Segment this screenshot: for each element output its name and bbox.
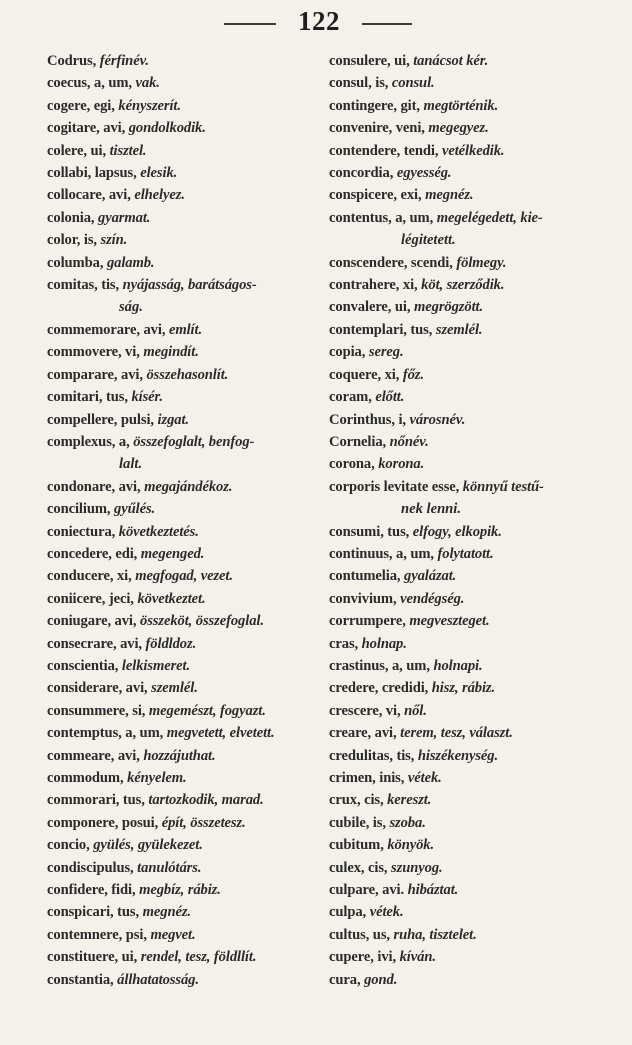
- hungarian-meaning: megelégedett, kie-: [436, 209, 543, 226]
- dictionary-entry: [329, 50, 619, 72]
- hungarian-meaning: megveszteget.: [409, 613, 490, 630]
- hungarian-meaning: megemészt, fogyazt.: [148, 702, 266, 719]
- latin-term: commovere, vi,: [47, 344, 140, 361]
- dictionary-entry: [329, 745, 619, 767]
- latin-term: conspicari, tus,: [47, 904, 140, 921]
- dictionary-entry: [47, 364, 322, 386]
- latin-term: coniectura,: [47, 523, 116, 540]
- latin-term: condiscipulus,: [47, 859, 134, 876]
- hungarian-meaning: galamb.: [106, 254, 155, 271]
- hungarian-meaning: gyülés, gyülekezet.: [93, 837, 203, 854]
- latin-term: condonare, avi,: [47, 478, 141, 495]
- dictionary-entry: [47, 565, 322, 587]
- dictionary-entry: [47, 521, 322, 543]
- latin-term: comitas, tis,: [47, 277, 120, 294]
- dictionary-entry: [47, 252, 322, 274]
- dictionary-entry: [329, 700, 619, 722]
- hungarian-meaning: gondolkodik.: [128, 120, 206, 137]
- latin-term: conducere, xi,: [47, 568, 132, 585]
- dictionary-entry: [47, 879, 322, 901]
- latin-term: cultus, us,: [329, 926, 390, 943]
- hungarian-meaning: megajándékoz.: [144, 478, 233, 495]
- left-column: [47, 50, 322, 991]
- hungarian-meaning: vak.: [135, 75, 160, 92]
- latin-term: consul, is,: [329, 75, 389, 92]
- dictionary-entry: [47, 543, 322, 565]
- hungarian-meaning-continuation: nek lenni.: [401, 501, 462, 518]
- dictionary-entry: [329, 319, 619, 341]
- dictionary-entry: [329, 117, 619, 139]
- dictionary-entry: [329, 72, 619, 94]
- dictionary-entry: [329, 722, 619, 744]
- hungarian-meaning: előtt.: [375, 389, 405, 406]
- hungarian-meaning: elesik.: [140, 165, 178, 182]
- latin-term: Cornelia,: [329, 433, 387, 450]
- hungarian-meaning: holnapi.: [433, 657, 483, 674]
- latin-term: convenire, veni,: [329, 120, 425, 137]
- latin-term: culpare, avi.: [329, 882, 405, 899]
- latin-term: contingere, git,: [329, 97, 420, 114]
- hungarian-meaning: szín.: [100, 232, 128, 249]
- hungarian-meaning: épít, összetesz.: [161, 814, 246, 831]
- dictionary-entry: [329, 879, 619, 901]
- dictionary-entry: [329, 207, 619, 229]
- latin-term: conspicere, exi,: [329, 187, 422, 204]
- hungarian-meaning: megrögzött.: [414, 299, 484, 316]
- dictionary-entry: [329, 767, 619, 789]
- dictionary-entry: [329, 476, 619, 498]
- latin-term: contentus, a, um,: [329, 209, 434, 226]
- hungarian-meaning: férfinév.: [99, 53, 149, 69]
- dictionary-entry: [47, 431, 322, 453]
- hungarian-meaning: megtörténik.: [423, 97, 499, 114]
- hungarian-meaning: megegyez.: [428, 120, 489, 137]
- latin-term: cura,: [329, 971, 361, 988]
- hungarian-meaning: gyűlés.: [114, 501, 156, 518]
- hungarian-meaning: következtetés.: [118, 523, 199, 540]
- dictionary-entry: [47, 95, 322, 117]
- latin-term: contumelia,: [329, 568, 401, 585]
- latin-term: coquere, xi,: [329, 366, 400, 383]
- latin-term: collocare, avi,: [47, 187, 131, 204]
- latin-term: concordia,: [329, 165, 394, 182]
- latin-term: constituere, ui,: [47, 949, 138, 966]
- latin-term: crescere, vi,: [329, 702, 401, 719]
- latin-term: confidere, fidi,: [47, 882, 136, 899]
- page-header: [0, 6, 632, 36]
- hungarian-meaning: nyájasság, barátságos-: [122, 277, 257, 294]
- latin-term: columba,: [47, 254, 104, 271]
- hungarian-meaning: nőnév.: [389, 433, 429, 450]
- latin-term: consummere, si,: [47, 702, 146, 719]
- dictionary-entry: [329, 521, 619, 543]
- dictionary-entry: [47, 588, 322, 610]
- latin-term: cubile, is,: [329, 814, 386, 831]
- latin-term: credulitas, tis,: [329, 747, 415, 764]
- latin-term: collabi, lapsus,: [47, 165, 137, 182]
- latin-term: coniugare, avi,: [47, 613, 137, 630]
- dictionary-entry: [329, 95, 619, 117]
- dictionary-entry: [47, 610, 322, 632]
- hungarian-meaning: tartozkodik, marad.: [148, 792, 264, 809]
- dictionary-entry: [47, 50, 322, 72]
- dictionary-entry: [329, 857, 619, 879]
- latin-term: cogitare, avi,: [47, 120, 126, 137]
- latin-term: coecus, a, um,: [47, 75, 132, 92]
- dictionary-entry: [329, 565, 619, 587]
- latin-term: constantia,: [47, 971, 114, 988]
- hungarian-meaning: megbíz, rábiz.: [139, 882, 221, 899]
- dictionary-entry: [47, 633, 322, 655]
- dictionary-entry: [47, 924, 322, 946]
- latin-term: contemplari, tus,: [329, 321, 433, 338]
- dictionary-entry: [329, 184, 619, 206]
- hungarian-meaning: hozzájuthat.: [143, 747, 216, 764]
- hungarian-meaning: consul.: [391, 75, 435, 92]
- hungarian-meaning: szemlél.: [151, 680, 198, 697]
- hungarian-meaning: lelkismeret.: [121, 657, 191, 674]
- dictionary-entry: [329, 140, 619, 162]
- dictionary-entry: [329, 588, 619, 610]
- dictionary-entry: [47, 229, 322, 251]
- hungarian-meaning: hibáztat.: [407, 882, 459, 899]
- latin-term: contemptus, a, um,: [47, 725, 164, 742]
- dictionary-entry: [47, 946, 322, 968]
- dictionary-entry: [329, 834, 619, 856]
- latin-term: colonia,: [47, 209, 95, 226]
- latin-term: concio,: [47, 837, 90, 854]
- hungarian-meaning: megvet.: [150, 926, 196, 943]
- hungarian-meaning: kíván.: [399, 949, 436, 966]
- dictionary-entry: [329, 901, 619, 923]
- latin-term: corona,: [329, 456, 375, 473]
- latin-term: conscientia,: [47, 657, 119, 674]
- hungarian-meaning: rendel, tesz, földllít.: [140, 949, 257, 966]
- hungarian-meaning: gyalázat.: [404, 568, 457, 585]
- dictionary-entry: [47, 117, 322, 139]
- hungarian-meaning: kísér.: [131, 389, 163, 406]
- dictionary-entry: [329, 431, 619, 453]
- hungarian-meaning: vétek.: [407, 770, 442, 786]
- hungarian-meaning: hisz, rábiz.: [431, 680, 496, 697]
- hungarian-meaning-continuation: légitetett.: [401, 232, 456, 249]
- dictionary-entry: [329, 274, 619, 296]
- hungarian-meaning: köt, szerződik.: [421, 277, 505, 294]
- hungarian-meaning: könyök.: [387, 837, 435, 854]
- latin-term: consumi, tus,: [329, 523, 410, 540]
- hungarian-meaning: összeköt, összefoglal.: [140, 613, 264, 630]
- hungarian-meaning: megindít.: [143, 344, 199, 361]
- dictionary-entry: [329, 252, 619, 274]
- dictionary-entry: [47, 677, 322, 699]
- latin-term: comparare, avi,: [47, 366, 143, 383]
- latin-term: contendere, tendi,: [329, 142, 439, 159]
- latin-term: crux, cis,: [329, 792, 384, 809]
- dictionary-entry: [329, 789, 619, 811]
- page-number: 122: [298, 6, 340, 36]
- hungarian-meaning: szoba.: [389, 814, 426, 831]
- latin-term: crastinus, a, um,: [329, 657, 430, 674]
- dictionary-entry: [47, 812, 322, 834]
- hungarian-meaning: nől.: [404, 702, 427, 719]
- latin-term: Corinthus, i,: [329, 411, 406, 428]
- dictionary-entry: [47, 767, 322, 789]
- hungarian-meaning: kényszerít.: [118, 97, 181, 114]
- latin-term: consulere, ui,: [329, 53, 410, 69]
- hungarian-meaning: gond.: [364, 971, 398, 988]
- latin-term: commemorare, avi,: [47, 321, 166, 338]
- hungarian-meaning: főz.: [402, 366, 424, 383]
- hungarian-meaning: összehasonlít.: [146, 366, 229, 383]
- dictionary-entry: [47, 834, 322, 856]
- latin-term: commorari, tus,: [47, 792, 145, 809]
- hungarian-meaning: földldoz.: [145, 635, 197, 652]
- hungarian-meaning: szunyog.: [391, 859, 443, 876]
- dictionary-entry: [47, 789, 322, 811]
- latin-term: complexus, a,: [47, 433, 130, 450]
- right-column: [329, 50, 619, 991]
- hungarian-meaning: holnap.: [361, 635, 407, 652]
- dictionary-entry: [47, 207, 322, 229]
- dictionary-entry: [329, 655, 619, 677]
- latin-term: culpa,: [329, 904, 367, 921]
- dictionary-entry: [329, 924, 619, 946]
- dictionary-entry: [47, 722, 322, 744]
- latin-term: commeare, avi,: [47, 747, 140, 764]
- hungarian-meaning: hiszékenység.: [417, 747, 499, 764]
- dictionary-entry: [329, 409, 619, 431]
- hungarian-meaning: elfogy, elkopik.: [412, 523, 502, 540]
- hungarian-meaning: tanácsot kér.: [413, 53, 489, 69]
- hungarian-meaning: vendégség.: [400, 590, 465, 607]
- latin-term: colere, ui,: [47, 142, 107, 159]
- hungarian-meaning: tisztel.: [109, 142, 147, 159]
- dictionary-entry: [47, 857, 322, 879]
- hungarian-meaning: szemlél.: [435, 321, 483, 338]
- latin-term: cubitum,: [329, 837, 384, 854]
- dictionary-entry: [329, 364, 619, 386]
- latin-term: Codrus,: [47, 53, 97, 69]
- hungarian-meaning: ruha, tisztelet.: [393, 926, 477, 943]
- hungarian-meaning: városnév.: [409, 411, 466, 428]
- hungarian-meaning: gyarmat.: [98, 209, 151, 226]
- dictionary-entry: [329, 386, 619, 408]
- dictionary-entry: [47, 140, 322, 162]
- hungarian-meaning: könnyű testű-: [462, 478, 544, 495]
- latin-term: corrumpere,: [329, 613, 406, 630]
- latin-term: considerare, avi,: [47, 680, 148, 697]
- hungarian-meaning-continuation: lalt.: [119, 456, 143, 473]
- dictionary-entry: [47, 184, 322, 206]
- hungarian-meaning: megenged.: [140, 545, 205, 562]
- dictionary-entry: [329, 677, 619, 699]
- latin-term: cupere, ivi,: [329, 949, 397, 966]
- dictionary-entry: [47, 341, 322, 363]
- latin-term: contrahere, xi,: [329, 277, 418, 294]
- latin-term: corporis levitate esse,: [329, 478, 460, 495]
- dictionary-entry: [329, 812, 619, 834]
- hungarian-meaning: említ.: [168, 321, 202, 338]
- hungarian-meaning: kereszt.: [387, 792, 432, 809]
- hungarian-meaning: összefoglalt, benfog-: [133, 433, 255, 450]
- latin-term: consecrare, avi,: [47, 635, 142, 652]
- dictionary-entry: [47, 319, 322, 341]
- header-rule-right: [362, 23, 412, 25]
- dictionary-entry: [329, 296, 619, 318]
- dictionary-entry: [47, 274, 322, 296]
- latin-term: culex, cis,: [329, 859, 388, 876]
- dictionary-entry: [47, 969, 322, 991]
- latin-term: conscendere, scendi,: [329, 254, 453, 271]
- hungarian-meaning-continuation: ság.: [119, 299, 143, 316]
- latin-term: coniicere, jeci,: [47, 590, 134, 607]
- hungarian-meaning: vetélkedik.: [441, 142, 505, 159]
- dictionary-entry: [47, 901, 322, 923]
- latin-term: contemnere, psi,: [47, 926, 147, 943]
- latin-term: compellere, pulsi,: [47, 411, 154, 428]
- hungarian-meaning: vétek.: [369, 904, 404, 921]
- dictionary-entry: [329, 633, 619, 655]
- latin-term: crimen, inis,: [329, 770, 405, 786]
- hungarian-meaning: megvetett, elvetett.: [166, 725, 275, 742]
- latin-term: concedere, edi,: [47, 545, 138, 562]
- latin-term: creare, avi,: [329, 725, 397, 742]
- dictionary-entry: [329, 453, 619, 475]
- latin-term: copia,: [329, 344, 366, 361]
- hungarian-meaning: terem, tesz, választ.: [400, 725, 513, 742]
- dictionary-entry: [329, 946, 619, 968]
- latin-term: convivium,: [329, 590, 397, 607]
- dictionary-entry: [47, 700, 322, 722]
- dictionary-entry: [329, 610, 619, 632]
- dictionary-entry: [47, 72, 322, 94]
- hungarian-meaning: kényelem.: [127, 770, 187, 786]
- dictionary-entry: [47, 498, 322, 520]
- dictionary-entry: [329, 341, 619, 363]
- dictionary-entry: [47, 409, 322, 431]
- hungarian-meaning: korona.: [378, 456, 425, 473]
- hungarian-meaning: fölmegy.: [456, 254, 507, 271]
- dictionary-entry: [329, 543, 619, 565]
- latin-term: commodum,: [47, 770, 124, 786]
- latin-term: cras,: [329, 635, 359, 652]
- dictionary-entry: [47, 745, 322, 767]
- dictionary-entry: [329, 969, 619, 991]
- hungarian-meaning: állhatatosság.: [117, 971, 199, 988]
- header-rule-left: [224, 23, 276, 25]
- dictionary-entry: [47, 386, 322, 408]
- latin-term: concilium,: [47, 501, 111, 518]
- hungarian-meaning: következtet.: [137, 590, 206, 607]
- hungarian-meaning: izgat.: [157, 411, 189, 428]
- latin-term: comitari, tus,: [47, 389, 128, 406]
- hungarian-meaning: sereg.: [368, 344, 404, 361]
- latin-term: coram,: [329, 389, 372, 406]
- dictionary-entry: [47, 162, 322, 184]
- hungarian-meaning: megnéz.: [142, 904, 191, 921]
- hungarian-meaning: egyesség.: [396, 165, 452, 182]
- latin-term: color, is,: [47, 232, 97, 249]
- dictionary-entry: [47, 655, 322, 677]
- latin-term: continuus, a, um,: [329, 545, 434, 562]
- latin-term: credere, credidi,: [329, 680, 429, 697]
- hungarian-meaning: elhelyez.: [134, 187, 185, 204]
- latin-term: componere, posui,: [47, 814, 159, 831]
- hungarian-meaning: folytatott.: [437, 545, 494, 562]
- hungarian-meaning: megfogad, vezet.: [135, 568, 233, 585]
- dictionary-entry: [47, 476, 322, 498]
- latin-term: convalere, ui,: [329, 299, 411, 316]
- dictionary-entry: [329, 162, 619, 184]
- latin-term: cogere, egi,: [47, 97, 115, 114]
- hungarian-meaning: megnéz.: [425, 187, 474, 204]
- hungarian-meaning: tanulótárs.: [137, 859, 202, 876]
